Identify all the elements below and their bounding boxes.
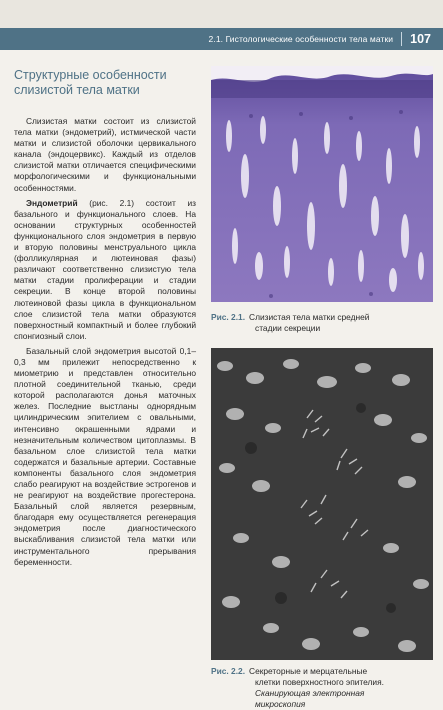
figure-2-caption-line4: микроскопия [255, 699, 306, 709]
paragraph-basal-layer: Базальный слой эндометрия высотой 0,1–0,3 мм прилежит непосредственно к миометрию и представлен относительно плотной соединительной тканью, среди которой располагаются донья маточных желез. Последние выстланы однорядным цилиндрическим эпителием с овальными, интенсивно окрашенными ядрами и незначительным количеством цитоплазмы. В базальном слое слизистой тела матки содержатся и базальные артерии. Составные компоненты базального слоя эндометрия слабо реагируют на воздействие эстрогенов и не реагируют на воздействие прогестерона. Базальный слой является резервным, благодаря ему осуществляется регенерация эндометрия после диагностического выскабливания слизистой тела матки или инструментального прерывания беременности. [14, 345, 196, 567]
figure-2-caption [211, 666, 433, 710]
text-column [14, 68, 196, 572]
figure-1-caption-line2: стадии секреции [255, 323, 321, 333]
term-endometrium: Эндометрий [26, 197, 78, 208]
paragraph-endometrium-text: (рис. 2.1) состоит из базального и функционального слоев. На основании структурных особенностей функционального слоя эндометрия в первую и вторую половины менструального цикла (фолликулярная и лютеиновая фазы) различают соответственно слизистую тела матки стадии пролиферации и стадии секреции. В конце второй половины лютеиновой фазы цикла в функциональном слое слизистой тела матки образуются поверхностный компактный и более глубокий спонгиозный слои. [14, 197, 196, 341]
figure-2-label: Рис. 2.2. [211, 666, 246, 676]
paragraph-endometrium [14, 198, 196, 342]
figure-1-caption-line1: Слизистая тела матки средней [249, 312, 370, 322]
paragraph-intro: Слизистая матки состоит из слизистой тела матки (эндометрий), истмической части матки и слизистой оболочки цервикального канала (эндоцервикс). Каждый из отделов слизистой матки отличается специфическими морфологическими и функциональными особенностями. [14, 116, 196, 193]
header-divider [401, 32, 402, 46]
page-number: 107 [410, 32, 431, 46]
figure-2-caption-line3: Сканирующая электронная [255, 688, 365, 698]
running-header [0, 28, 443, 50]
sem-micrograph [211, 348, 433, 660]
figure-2-caption-line2: клетки поверхностного эпителия. [255, 677, 384, 687]
section-title: Структурные особенности слизистой тела матки [14, 68, 167, 97]
figure-2-caption-line1: Секреторные и мерцательные [249, 666, 368, 676]
header-section-title: 2.1. Гистологические особенности тела матки [208, 34, 394, 44]
page-top-margin [0, 0, 443, 28]
histology-micrograph [211, 66, 433, 302]
figure-1-label: Рис. 2.1. [211, 312, 246, 322]
figure-1-caption [211, 312, 433, 334]
